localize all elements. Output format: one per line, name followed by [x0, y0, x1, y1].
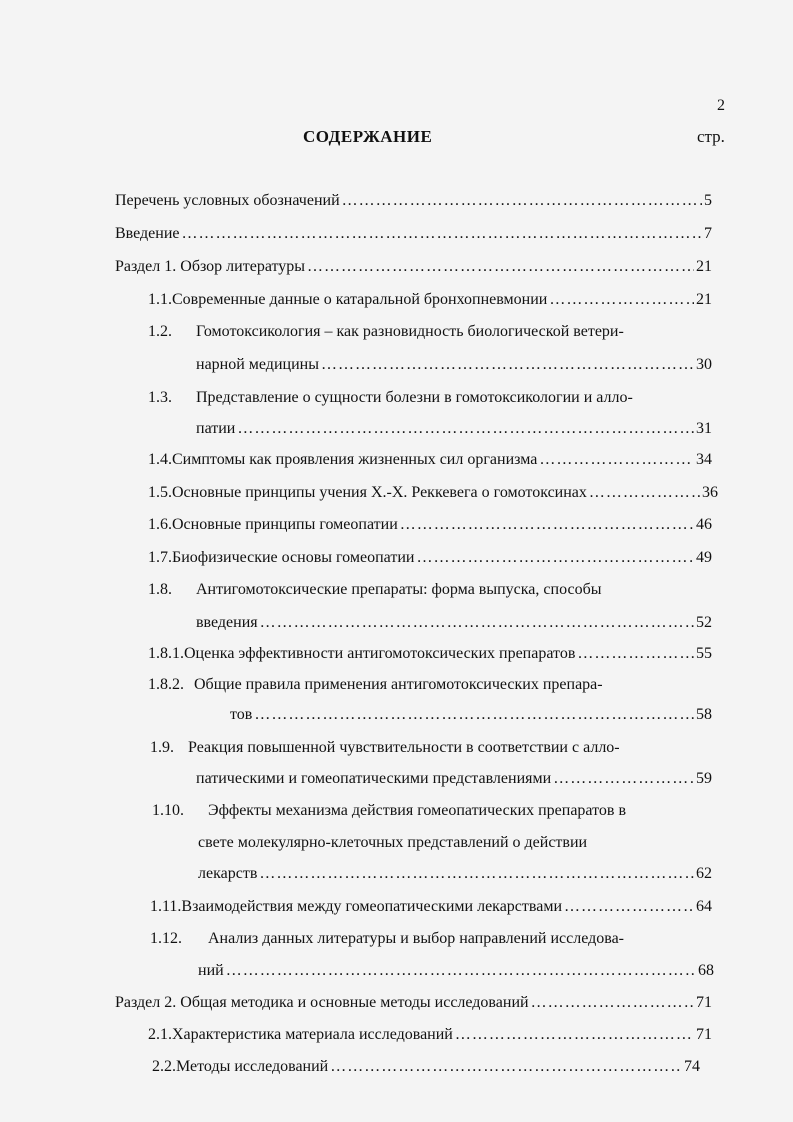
toc-entry-text: Реакция повышенной чувствительности в соответствии с алло-: [188, 739, 620, 756]
toc-entry-1-4: [148, 451, 712, 469]
toc-entry-1-8-1: [148, 645, 712, 663]
toc-entry-page: 64: [696, 898, 712, 915]
toc-entry-page: 34: [696, 451, 712, 468]
leader-dots: [254, 706, 694, 724]
toc-entry-number: 2.1.: [148, 1026, 172, 1043]
toc-entry-page: 36: [702, 484, 718, 501]
toc-entry-text: Методы исследований: [176, 1058, 329, 1075]
toc-entry-text: патическими и гомеопатическими представлениями: [196, 770, 552, 787]
toc-entry-text: Раздел 1. Обзор литературы: [115, 258, 306, 275]
toc-entry-1-8: [196, 614, 712, 632]
toc-entry-page: 21: [696, 291, 712, 308]
page-column-label: стр.: [697, 127, 725, 146]
toc-entry-page: 55: [696, 645, 712, 662]
toc-entry-page: 59: [696, 770, 712, 787]
leader-dots: [237, 420, 694, 438]
toc-entry-number: 1.9.: [150, 739, 174, 756]
leader-dots: [455, 1026, 694, 1044]
leader-dots: [260, 614, 694, 632]
toc-entry-text: Современные данные о катаральной бронхопневмонии: [172, 291, 548, 308]
toc-entry-abbreviations: [115, 192, 712, 210]
toc-entry-text: Основные принципы учения Х.-Х. Реккевега о гомотоксинах: [172, 484, 587, 501]
leader-dots: [531, 994, 694, 1012]
toc-entry-number: 1.3.: [148, 389, 172, 406]
toc-entry-text: введения: [196, 614, 258, 631]
toc-entry-number: 1.1.: [148, 291, 172, 308]
toc-entry-1-1: [148, 291, 712, 309]
toc-entry-section-1: [115, 258, 712, 276]
toc-entry-1-12-line1: [150, 930, 624, 948]
toc-entry-1-2-line1: [148, 323, 624, 341]
leader-dots: [539, 451, 694, 469]
toc-entry-text: Введение: [115, 225, 180, 242]
toc-entry-number: 1.6.: [148, 516, 172, 533]
toc-entry-section-2: [115, 994, 712, 1012]
toc-entry-introduction: [115, 225, 712, 243]
toc-entry-1-7: [148, 549, 712, 567]
toc-entry-text: Антигомотоксические препараты: форма выпуска, способы: [196, 581, 602, 598]
toc-entry-text: Взаимодействия между гомеопатическими лекарствами: [181, 898, 563, 915]
toc-entry-1-3: [196, 420, 712, 438]
toc-entry-1-9: [196, 770, 712, 788]
toc-entry-2-1: [148, 1026, 712, 1044]
toc-entry-page: 31: [696, 420, 712, 437]
toc-entry-text: нарной медицины: [196, 356, 319, 373]
toc-entry-number: 1.2.: [148, 323, 172, 340]
leader-dots: [589, 484, 700, 502]
toc-entry-number: 1.4.: [148, 451, 172, 468]
toc-entry-page: 68: [698, 962, 714, 979]
toc-entry-number: 1.8.1.: [148, 645, 184, 662]
toc-entry-number: 1.11.: [150, 898, 182, 915]
toc-entry-text: Представление о сущности болезни в гомотоксикологии и алло-: [196, 389, 633, 406]
leader-dots: [259, 865, 694, 883]
leader-dots: [182, 225, 703, 243]
leader-dots: [553, 770, 694, 788]
leader-dots: [226, 962, 696, 980]
toc-entry-page: 62: [696, 865, 712, 882]
toc-entry-1-9-line1: [150, 739, 620, 757]
toc-entry-page: 58: [696, 706, 712, 723]
toc-entry-1-11: [150, 898, 712, 916]
toc-entry-text: Общие правила применения антигомотоксических препара-: [194, 676, 603, 693]
toc-entry-text: Гомотоксикология – как разновидность биологической ветери-: [196, 323, 624, 340]
toc-entry-1-8-2: [230, 706, 712, 724]
toc-entry-text: Характеристика материала исследований: [172, 1026, 453, 1043]
toc-entry-number: 1.8.: [148, 581, 172, 598]
toc-entry-number: 1.8.2.: [148, 676, 184, 693]
toc-entry-text: свете молекулярно-клеточных представлений о действии: [198, 834, 588, 851]
leader-dots: [549, 291, 694, 309]
toc-entry-number: 1.12.: [150, 930, 182, 947]
leader-dots: [330, 1058, 682, 1076]
toc-entry-text: тов: [230, 706, 253, 723]
toc-entry-1-10-line1: [152, 802, 626, 820]
toc-entry-text: лекарств: [198, 865, 258, 882]
toc-entry-1-12: [198, 962, 714, 980]
leader-dots: [577, 645, 694, 663]
toc-entry-text: Раздел 2. Общая методика и основные методы исследований: [115, 994, 529, 1011]
toc-entry-1-5: [148, 484, 718, 502]
toc-entry-page: 21: [696, 258, 712, 275]
toc-entry-text: Перечень условных обозначений: [115, 192, 340, 209]
toc-entry-text: патии: [196, 420, 236, 437]
toc-entry-page: 5: [704, 192, 712, 209]
toc-entry-text: Биофизические основы гомеопатии: [172, 549, 415, 566]
toc-entry-number: 1.5.: [148, 484, 172, 501]
toc-entry-1-2: [196, 356, 712, 374]
toc-entry-1-10-line2: [198, 834, 587, 852]
toc-entry-1-8-line1: [148, 581, 601, 599]
leader-dots: [342, 192, 702, 210]
toc-entry-number: 1.10.: [152, 802, 184, 819]
toc-entry-1-10: [198, 865, 712, 883]
toc-entry-text: Основные принципы гомеопатии: [172, 516, 398, 533]
toc-entry-text: Оценка эффективности антигомотоксических препаратов: [184, 645, 576, 662]
toc-entry-2-2: [152, 1058, 700, 1076]
toc-entry-text: Симптомы как проявления жизненных сил организма: [172, 451, 538, 468]
toc-entry-text: Анализ данных литературы и выбор направлений исследова-: [208, 930, 624, 947]
toc-entry-page: 49: [696, 549, 712, 566]
toc-entry-number: 1.7.: [148, 549, 172, 566]
toc-entry-page: 30: [696, 356, 712, 373]
toc-entry-number: 2.2.: [152, 1058, 176, 1075]
toc-entry-page: 71: [696, 1026, 712, 1043]
toc-entry-1-8-2-line1: [148, 676, 603, 694]
leader-dots: [416, 549, 694, 567]
toc-entry-page: 74: [684, 1058, 700, 1075]
toc-entry-1-3-line1: [148, 389, 633, 407]
toc-entry-1-6: [148, 516, 712, 534]
page-title: СОДЕРЖАНИЕ: [303, 127, 433, 146]
toc-entry-page: 7: [704, 225, 712, 242]
toc-entry-text: ний: [198, 962, 224, 979]
toc-entry-text: Эффекты механизма действия гомеопатических препаратов в: [208, 802, 627, 819]
toc-entry-page: 52: [696, 614, 712, 631]
toc-entry-page: 71: [696, 994, 712, 1011]
toc-entry-page: 46: [696, 516, 712, 533]
page-number: 2: [717, 97, 725, 114]
leader-dots: [564, 898, 694, 916]
leader-dots: [321, 356, 694, 374]
leader-dots: [307, 258, 694, 276]
leader-dots: [400, 516, 694, 534]
